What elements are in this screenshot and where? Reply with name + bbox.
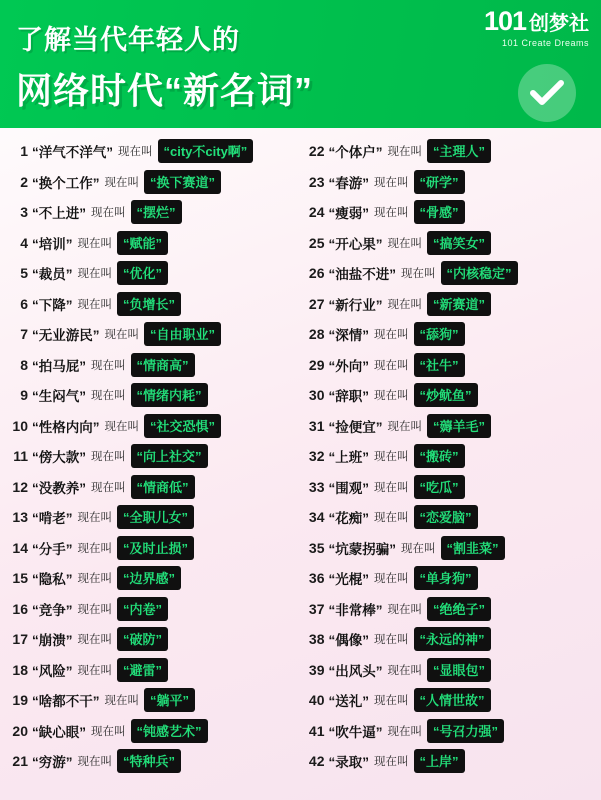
term-row [303,594,596,625]
now-called-label: 现在叫 [387,725,422,738]
old-term: “无业游民” [32,328,100,344]
old-term: “开心果” [328,236,383,252]
now-called-label: 现在叫 [77,268,112,281]
row-number: 16 [12,600,28,617]
row-number: 34 [308,509,325,526]
left-column [6,136,299,796]
term-row [303,685,596,716]
term-row [6,624,299,655]
term-row [303,289,596,320]
now-called-label: 现在叫 [104,329,139,342]
new-term-badge: “永远的神” [414,627,491,651]
brand-tagline: 101 Create Dreams [501,38,589,48]
old-term: “啥都不干” [32,694,100,710]
row-number: 30 [308,387,325,404]
old-term: “瘦弱” [328,206,369,222]
now-called-label: 现在叫 [77,664,112,677]
old-term: “性格内向” [32,419,100,435]
new-term-badge: “自由职业” [144,322,221,346]
now-called-label: 现在叫 [374,176,409,189]
old-term: “深情” [328,328,369,344]
term-row [303,136,596,167]
now-called-label: 现在叫 [77,603,112,616]
row-number: 22 [308,143,325,160]
title-line-1: 了解当代年轻人的 [16,25,240,55]
now-called-label: 现在叫 [387,603,422,616]
new-term-badge: “吃瓜” [414,475,465,499]
term-row [6,594,299,625]
term-row [303,502,596,533]
new-term-badge: “炒鱿鱼” [414,383,478,407]
old-term: “辞职” [328,389,369,405]
new-term-badge: “人情世故” [414,688,491,712]
now-called-label: 现在叫 [374,207,409,220]
term-row [6,197,299,228]
now-called-label: 现在叫 [77,298,112,311]
old-term: “崩溃” [32,633,73,649]
row-number: 36 [308,570,325,587]
term-row [6,746,299,777]
row-number: 21 [12,753,28,770]
row-number: 37 [308,600,325,617]
now-called-label: 现在叫 [91,207,126,220]
new-term-badge: “舔狗” [414,322,465,346]
term-columns [0,128,601,800]
row-number: 10 [12,417,28,434]
row-number: 40 [308,692,325,709]
row-number: 35 [308,539,325,556]
new-term-badge: “优化” [117,261,168,285]
old-term: “捡便宜” [328,419,383,435]
old-term: “个体户” [328,145,383,161]
new-term-badge: “情商高” [131,353,195,377]
row-number: 11 [13,448,28,465]
now-called-label: 现在叫 [374,329,409,342]
new-term-badge: “社交恐惧” [144,414,221,438]
now-called-label: 现在叫 [77,573,112,586]
row-number: 39 [308,661,325,678]
term-row [303,716,596,747]
term-row [303,228,596,259]
row-number: 23 [308,173,325,190]
old-term: “春游” [328,175,369,191]
row-number: 20 [12,722,28,739]
now-called-label: 现在叫 [374,695,409,708]
now-called-label: 现在叫 [401,542,436,555]
term-row [6,472,299,503]
now-called-label: 现在叫 [387,298,422,311]
old-term: “不上进” [32,206,86,222]
brand-name: 创梦社 [529,13,589,35]
row-number: 41 [308,722,325,739]
title-line-2: 网络时代“新名词” [16,70,314,111]
row-number: 1 [20,143,28,160]
new-term-badge: “city不city啊” [158,139,254,163]
row-number: 26 [308,265,325,282]
old-term: “偶像” [328,633,369,649]
row-number: 25 [308,234,325,251]
old-term: “光棍” [328,572,369,588]
term-row [6,441,299,472]
term-row [303,472,596,503]
old-term: “录取” [328,755,369,771]
row-number: 31 [308,417,325,434]
new-term-badge: “破防” [117,627,168,651]
row-number: 19 [12,692,28,709]
row-number: 8 [20,356,28,373]
poster-header [0,0,601,128]
old-term: “非常棒” [328,602,383,618]
row-number: 14 [12,539,28,556]
term-row [303,380,596,411]
now-called-label: 现在叫 [77,756,112,769]
row-number: 28 [308,326,325,343]
new-term-badge: “赋能” [117,231,168,255]
row-number: 2 [20,173,28,190]
right-column [303,136,596,796]
row-number: 9 [20,387,28,404]
new-term-badge: “内核稳定” [441,261,518,285]
term-row [303,319,596,350]
new-term-badge: “主理人” [427,139,491,163]
new-term-badge: “向上社交” [131,444,208,468]
new-term-badge: “情商低” [131,475,195,499]
term-row [6,502,299,533]
check-icon [518,64,576,122]
now-called-label: 现在叫 [77,512,112,525]
row-number: 24 [308,204,325,221]
term-row [6,380,299,411]
term-row [303,197,596,228]
new-term-badge: “全职儿女” [117,505,194,529]
now-called-label: 现在叫 [77,542,112,555]
now-called-label: 现在叫 [77,237,112,250]
now-called-label: 现在叫 [374,634,409,647]
term-row [6,136,299,167]
now-called-label: 现在叫 [91,451,126,464]
term-row [6,289,299,320]
term-row [6,319,299,350]
term-row [303,746,596,777]
now-called-label: 现在叫 [387,146,422,159]
new-term-badge: “避雷” [117,658,168,682]
new-term-badge: “骨感” [414,200,465,224]
old-term: “围观” [328,480,369,496]
now-called-label: 现在叫 [374,512,409,525]
term-row [6,228,299,259]
row-number: 6 [20,295,28,312]
term-row [6,533,299,564]
row-number: 4 [20,234,28,251]
term-row [303,655,596,686]
new-term-badge: “新赛道” [427,292,491,316]
old-term: “分手” [32,541,73,557]
row-number: 18 [12,661,28,678]
now-called-label: 现在叫 [104,420,139,433]
new-term-badge: “单身狗” [414,566,478,590]
new-term-badge: “上岸” [414,749,465,773]
term-row [6,258,299,289]
now-called-label: 现在叫 [91,725,126,738]
now-called-label: 现在叫 [374,756,409,769]
new-term-badge: “显眼包” [427,658,491,682]
row-number: 13 [12,509,28,526]
new-term-badge: “号召力强” [427,719,504,743]
now-called-label: 现在叫 [374,481,409,494]
old-term: “换个工作” [32,175,100,191]
term-row [6,563,299,594]
now-called-label: 现在叫 [118,146,153,159]
new-term-badge: “割韭菜” [441,536,505,560]
term-row [303,350,596,381]
old-term: “送礼” [328,694,369,710]
row-number: 15 [12,570,28,587]
old-term: “没教养” [32,480,86,496]
term-row [6,350,299,381]
old-term: “上班” [328,450,369,466]
new-term-badge: “恋爱脑” [414,505,478,529]
row-number: 29 [308,356,325,373]
new-term-badge: “摆烂” [131,200,182,224]
row-number: 17 [12,631,28,648]
term-row [6,411,299,442]
brand-logo [484,8,589,48]
now-called-label: 现在叫 [374,359,409,372]
brand-number: 101 [483,6,526,36]
old-term: “隐私” [32,572,73,588]
row-number: 32 [308,448,325,465]
old-term: “缺心眼” [32,724,86,740]
term-row [6,716,299,747]
new-term-badge: “负增长” [117,292,181,316]
row-number: 38 [308,631,325,648]
new-term-badge: “研学” [414,170,465,194]
term-row [303,258,596,289]
now-called-label: 现在叫 [91,390,126,403]
now-called-label: 现在叫 [374,390,409,403]
now-called-label: 现在叫 [374,573,409,586]
old-term: “坑蒙拐骗” [328,541,396,557]
new-term-badge: “薅羊毛” [427,414,491,438]
old-term: “拍马屁” [32,358,86,374]
new-term-badge: “特种兵” [117,749,181,773]
new-term-badge: “钝感艺术” [131,719,208,743]
old-term: “洋气不洋气” [32,145,113,161]
new-term-badge: “社牛” [414,353,465,377]
now-called-label: 现在叫 [387,420,422,433]
term-row [303,441,596,472]
row-number: 3 [20,204,28,221]
new-term-badge: “搬砖” [414,444,465,468]
term-row [303,563,596,594]
old-term: “新行业” [328,297,383,313]
page-title [16,18,313,114]
old-term: “花痴” [328,511,369,527]
row-number: 33 [308,478,325,495]
term-row [303,533,596,564]
new-term-badge: “及时止损” [117,536,194,560]
old-term: “穷游” [32,755,73,771]
term-row [6,167,299,198]
now-called-label: 现在叫 [104,695,139,708]
now-called-label: 现在叫 [91,359,126,372]
term-row [6,655,299,686]
term-row [303,624,596,655]
old-term: “培训” [32,236,73,252]
new-term-badge: “绝绝子” [427,597,491,621]
old-term: “裁员” [32,267,73,283]
old-term: “生闷气” [32,389,86,405]
new-term-badge: “躺平” [144,688,195,712]
old-term: “啃老” [32,511,73,527]
old-term: “出风头” [328,663,383,679]
now-called-label: 现在叫 [374,451,409,464]
new-term-badge: “边界感” [117,566,181,590]
row-number: 27 [308,295,325,312]
now-called-label: 现在叫 [104,176,139,189]
old-term: “油盐不进” [328,267,396,283]
row-number: 12 [12,478,28,495]
row-number: 42 [308,753,325,770]
old-term: “竞争” [32,602,73,618]
old-term: “吹牛逼” [328,724,383,740]
term-row [6,685,299,716]
row-number: 5 [20,265,28,282]
term-row [303,411,596,442]
old-term: “下降” [32,297,73,313]
old-term: “傍大款” [32,450,86,466]
old-term: “外向” [328,358,369,374]
old-term: “风险” [32,663,73,679]
now-called-label: 现在叫 [387,237,422,250]
now-called-label: 现在叫 [77,634,112,647]
now-called-label: 现在叫 [401,268,436,281]
new-term-badge: “搞笑女” [427,231,491,255]
new-term-badge: “情绪内耗” [131,383,208,407]
term-row [303,167,596,198]
now-called-label: 现在叫 [91,481,126,494]
row-number: 7 [20,326,28,343]
new-term-badge: “换下赛道” [144,170,221,194]
new-term-badge: “内卷” [117,597,168,621]
now-called-label: 现在叫 [387,664,422,677]
